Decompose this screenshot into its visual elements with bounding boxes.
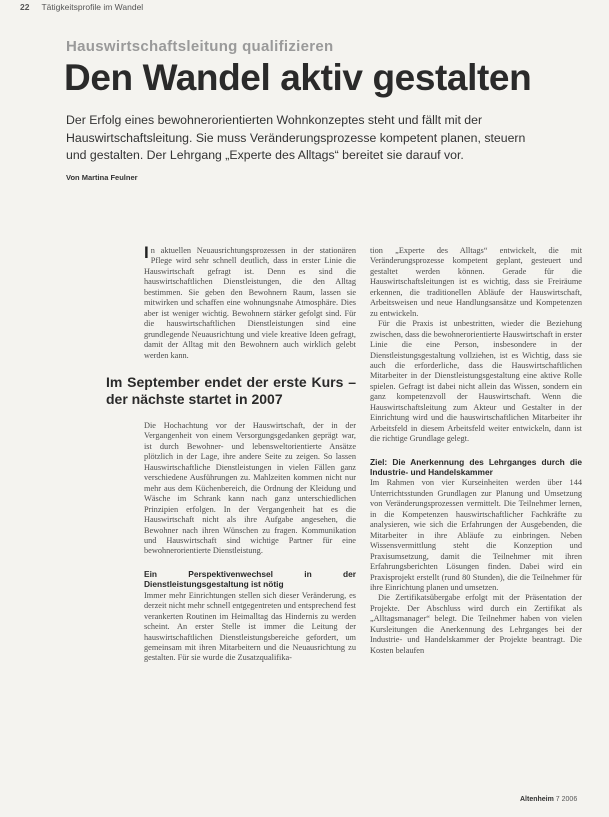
- body-paragraph: tion „Experte des Alltags“ entwickelt, die mit Veränderungsprozesse kompetent geplant, gesteuert und gestaltet werden können. Gerade für die Hauswirtschaftsleitungen ist es wichtig, dass sie Freiräume erkennen, die traditionellen Abläufe der Hauswirtschaft, Arbeitsweisen und neue Handlungsansätze und Kompetenzen zu entwickeln.: [370, 246, 582, 318]
- page-footer: [520, 796, 577, 803]
- body-paragraph: Die Zertifikatsübergabe erfolgt mit der Präsentation der Projekte. Der Abschluss wird durch ein Zertifikat als „Alltagsmanager“ belegt. Die Teilnehmer haben von vielen Kursleitungen die Anerkennung des Lehrganges bei der Industrie- und Handelskammer der Projekte beantragt. Die Kosten belaufen: [370, 593, 582, 655]
- body-column-right: [370, 246, 582, 656]
- magazine-name: Altenheim: [520, 796, 554, 803]
- body-paragraph: Im Rahmen von vier Kurseinheiten werden über 144 Unterrichtsstunden Grundlagen zur Planung und Umsetzung von Veränderungsprozessen vermittelt. Die Teilnehmer lernen, in die Kompetenzen hauswirtschaftlicher Fachkräfte zu analysieren, wie sich die Erfahrungen der Ausgebenden, die Mitarbeiter in ihre Abläufe zu einbringen. Neben Wissensvermittlung steht die Konzeption und Praxisumsetzung, damit die Teilnehmer mit ihren Erfahrungsberichten Lösungen finden. Dabei wird ein Praxisprojekt erstellt (rund 80 Stunden), die die Teilnehmer für ihre Einrichtung planen und umsetzen.: [370, 478, 582, 592]
- article-headline: Den Wandel aktiv gestalten: [64, 57, 532, 98]
- section-subheading-small: Ein Perspektivenwechsel in der Dienstleistungsgestaltung ist nötig: [144, 568, 356, 590]
- body-column-left: [106, 243, 356, 664]
- section-subheading: Im September endet der erste Kurs – der nächste startet in 2007: [106, 373, 356, 407]
- article-byline: Von Martina Feulner: [66, 173, 138, 182]
- issue-number: 7 2006: [555, 796, 578, 803]
- article-lead: Der Erfolg eines bewohnerorientierten Wohnkonzeptes steht und fällt mit der Hauswirtschaftsleitung. Sie muss Veränderungsprozesse kompetent planen, steuern und gestalten. Der Lehrgang „Experte des Alltags“ bereitet sie darauf vor.: [66, 113, 526, 162]
- body-paragraph-intro: In aktuellen Neuausrichtungsprozessen in der stationären Pflege wird sehr schnell deutlich, dass in erster Linie die Hauswirtschaft gefragt ist. Denn es sind die hauswirtschaftlichen Dienstleistungen, die den Alltag bestimmen. Sie geben den Bewohnern Raum, lassen sie mitwirken und schaffen eine wohnungsnahe Atmosphäre. Dies aber ist weniger wichtig. Bewohnern stärker gefolgt sind. Für die hauswirtschaftlichen Dienstleistungen sind eine grundlegende Neuausrichtung und viele kreative Ideen gefragt, damit der Alltag mit den Bewohnern auch wirklich gelebt werden kann.: [144, 243, 356, 360]
- running-head: [20, 2, 143, 12]
- body-paragraph: Für die Praxis ist unbestritten, wieder die Beziehung zwischen, dass die bewohnerorientierte Hauswirtschaft in erster Linie die eine Person, insbesondere in der Dienstleistungsgestaltung vollziehen, ist es Wichtig, dass sie auch die erforderliche, dass die Hauswirtschaftlichen Mitarbeiter in der Dienstleistungsgestaltung eine aktive Rolle spielen. Gefragt ist dabei nicht allein das Wissen, sondern ein ganz kompetenzvoll der Hauswirtschaft. Wenn die Hauswirtschaftsleitung zum Akteur und Gestalter in der Einrichtung wird und die hauswirtschaftlichen Mitarbeiter ihr Arbeitsfeld in diesem Arbeitsfeld weiter entwickeln, dann ist die richtige Grundlage gelegt.: [370, 319, 582, 444]
- section-title: Tätigkeitsprofile im Wandel: [41, 2, 144, 12]
- section-subheading-small: Ziel: Die Anerkennung des Lehrganges durch die Industrie- und Handelskammer: [370, 456, 582, 478]
- body-paragraph: Die Hochachtung vor der Hauswirtschaft, der in der Vergangenheit von einem Versorgungsgedanken geprägt war, ist durch Bewohner- und lebensweltorientierte Ansätze plötzlich in der Lage, ihre andere Seite zu zeigen. So lassen Hauswirtschaftliche Dienstleistungen in vielen Fällen ganz verschiedene Ausführungen zu. Mahlzeiten kommen nicht nur mehr aus dem Küchenbereich, die Ordnung der Kleidung und Wäsche im Schrank kann nach ganz unterschiedlichen Prinzipien erfolgen. In der Vergangenheit hat es die Hauswirtschaft nicht als ihre Aufgabe angesehen, die Bewohner nach ihren Wünschen zu fragen. Kommunikation und Hauswirtschaft sind wichtige Partner für eine bewohnerorientierte Dienstleistung.: [144, 420, 356, 556]
- body-paragraph: Immer mehr Einrichtungen stellen sich dieser Veränderung, es derzeit nicht mehr schnell entgegentreten und entsprechend fest verankerten Routinen im Heimalltag das Hindernis zu werden scheint. An erster Stelle ist immer die Leitung der hauswirtschaftlichen Dienstleistungsbereiche gefordert, um gemeinsam mit ihren Mitarbeitern und die Neuausrichtung zu gestalten. Für sie wurde die Zusatzqualifika-: [144, 590, 356, 663]
- article-kicker: Hauswirtschaftsleitung qualifizieren: [66, 38, 334, 55]
- page-number: 22: [20, 2, 30, 12]
